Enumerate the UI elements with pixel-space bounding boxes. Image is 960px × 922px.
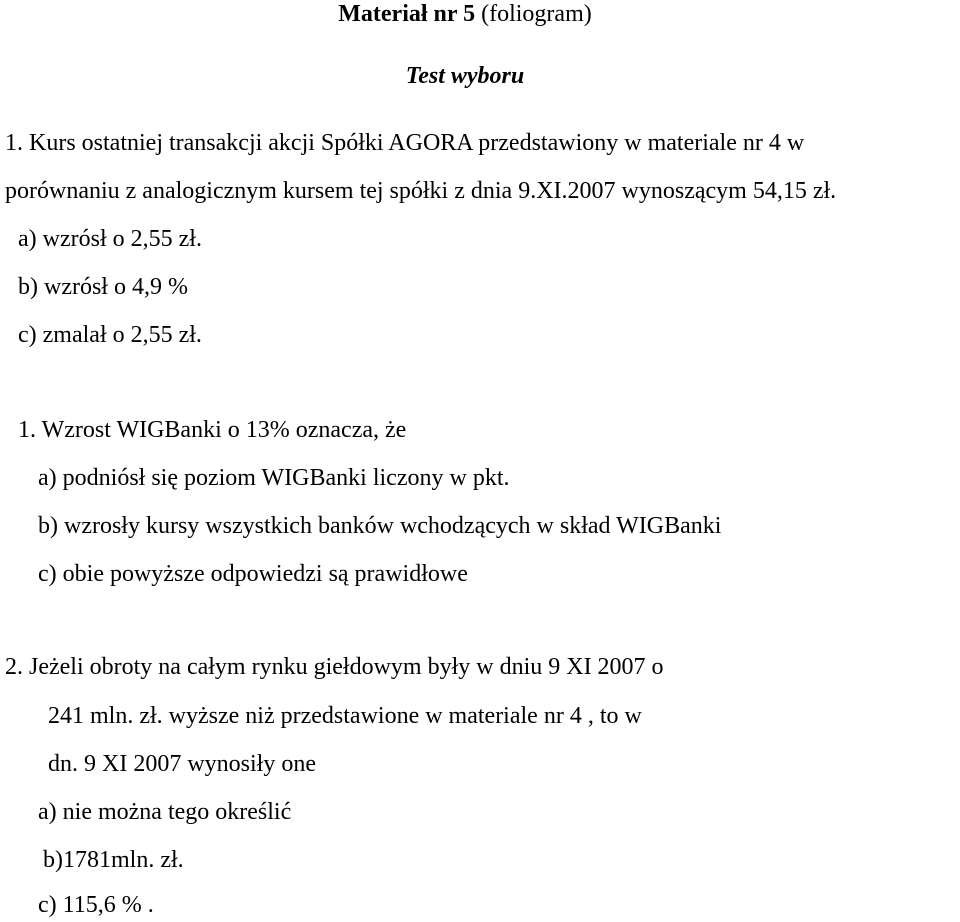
question-1-option-c: c) zmalał o 2,55 zł. [18,322,202,348]
question-3-option-b: b)1781mln. zł. [43,847,184,873]
question-2-line-1: 1. Wzrost WIGBanki o 13% oznacza, że [18,417,407,443]
question-1-line-1: 1. Kurs ostatniej transakcji akcji Spółki AGORA przedstawiony w materiale nr 4 w [5,130,805,156]
question-1-option-a: a) wzrósł o 2,55 zł. [18,226,202,252]
question-3-option-c: c) 115,6 % . [38,892,154,918]
question-2-option-c: c) obie powyższe odpowiedzi są prawidłowe [38,561,468,587]
question-1-line-2: porównaniu z analogicznym kursem tej spółki z dnia 9.XI.2007 wynoszącym 54,15 zł. [5,178,837,204]
document-subtitle: Test wyboru [405,63,525,89]
title-bold: Materiał nr 5 [338,1,476,27]
question-3-option-a: a) nie można tego określić [38,799,292,825]
question-3-line-3: dn. 9 XI 2007 wynosiły one [48,751,316,777]
title-parenthetical: (foliogram) [475,1,592,27]
question-3-line-2: 241 mln. zł. wyższe niż przedstawione w materiale nr 4 , to w [48,703,642,729]
document-title [0,2,930,26]
question-2-option-a: a) podniósł się poziom WIGBanki liczony w pkt. [38,465,510,491]
question-3-line-1: 2. Jeżeli obroty na całym rynku giełdowym były w dniu 9 XI 2007 o [5,654,664,680]
question-2-option-b: b) wzrosły kursy wszystkich banków wchodzących w skład WIGBanki [38,513,722,539]
question-1-option-b: b) wzrósł o 4,9 % [18,274,188,300]
